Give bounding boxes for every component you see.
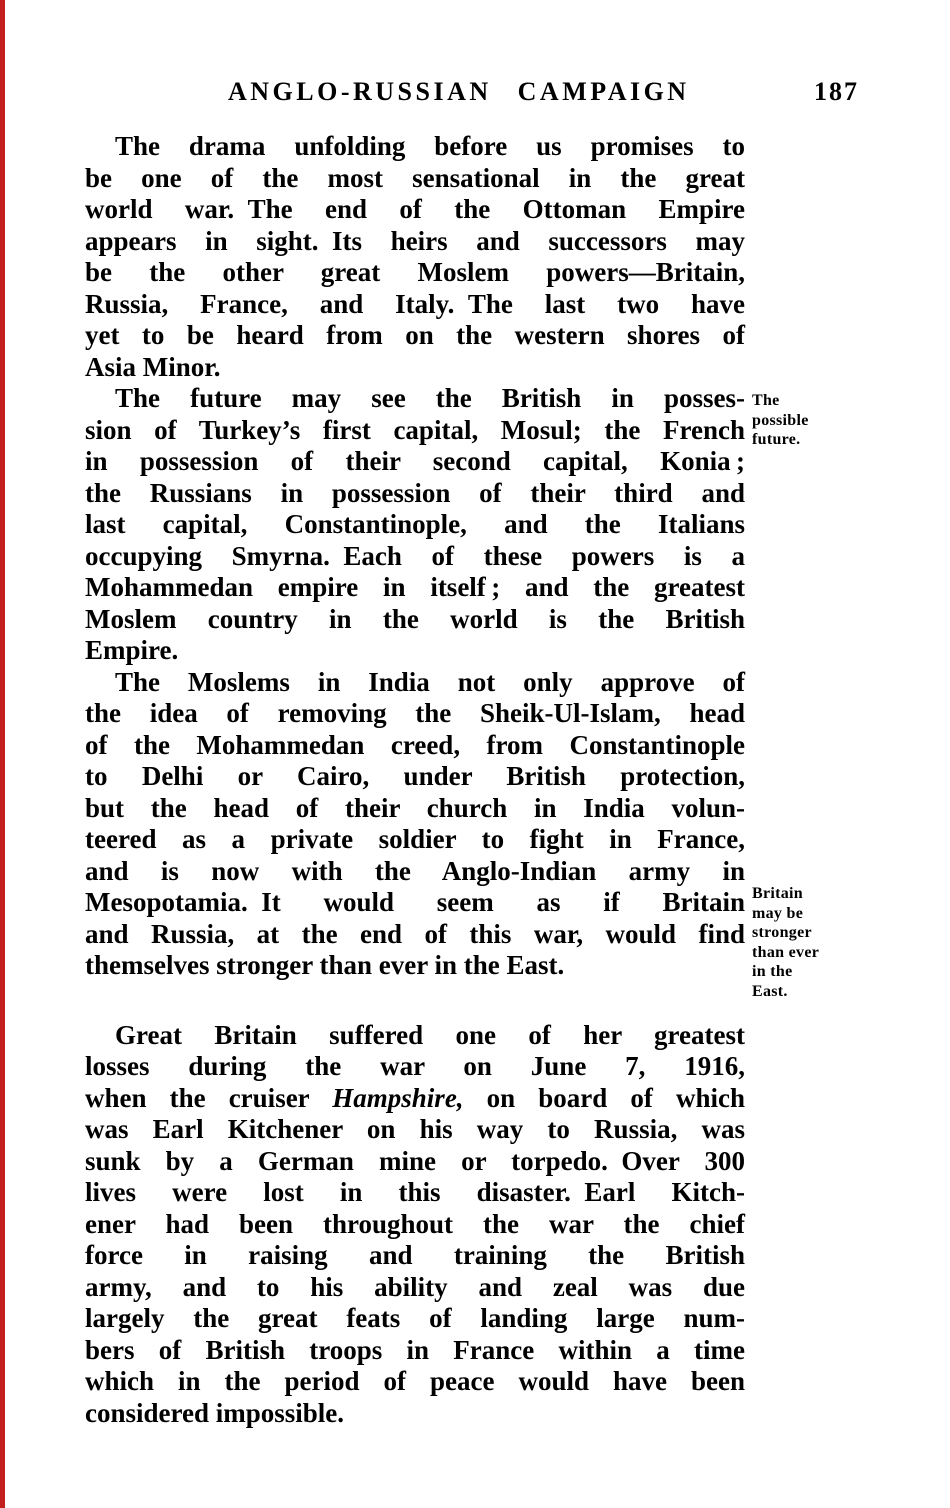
text-line: army, and to his ability and zeal was due bbox=[85, 1271, 745, 1302]
text-line: be the other great Moslem powers—Britain, bbox=[85, 257, 745, 287]
text-line: Asia Minor. bbox=[85, 351, 221, 382]
text-line bbox=[85, 1083, 745, 1115]
text-run: on board of which bbox=[463, 1082, 745, 1113]
text-line: force in raising and training the British bbox=[85, 1240, 745, 1270]
text-line: largely the great feats of landing large num- bbox=[85, 1303, 745, 1333]
margin-note-line: in the bbox=[752, 963, 793, 980]
margin-note-line: stronger bbox=[752, 924, 812, 941]
text-run: when the cruiser bbox=[85, 1082, 333, 1113]
margin-note-possible-future bbox=[752, 391, 872, 450]
margin-note-britain-stronger bbox=[752, 884, 872, 1001]
text-line: which in the period of peace would have been bbox=[85, 1366, 745, 1396]
text-line: The Moslems in India not only approve of bbox=[115, 666, 745, 697]
paragraph bbox=[85, 131, 745, 383]
text-line: losses during the war on June 7, 1916, bbox=[85, 1051, 745, 1081]
text-line: yet to be heard from on the western shores of bbox=[85, 320, 745, 350]
page-number: 187 bbox=[814, 77, 859, 106]
text-line: the Russians in possession of their third and bbox=[85, 477, 745, 508]
text-line: Empire. bbox=[85, 635, 179, 665]
text-line: in possession of their second capital, Konia ; bbox=[85, 446, 745, 476]
paragraph bbox=[85, 667, 745, 982]
text-line: bers of British troops in France within a time bbox=[85, 1334, 745, 1365]
margin-note-line: Britain bbox=[752, 885, 803, 902]
text-line: Mesopotamia. It would seem as if Britain bbox=[85, 887, 745, 917]
text-line: to Delhi or Cairo, under British protection, bbox=[85, 761, 745, 791]
margin-note-line: may be bbox=[752, 904, 804, 922]
text-line: the idea of removing the Sheik-Ul-Islam, head bbox=[85, 698, 745, 728]
margin-note-line: possible bbox=[752, 411, 809, 429]
text-line: but the head of their church in India volun- bbox=[85, 792, 745, 823]
text-line: Mohammedan empire in itself ; and the greatest bbox=[85, 572, 745, 602]
text-line: Moslem country in the world is the British bbox=[85, 603, 745, 634]
text-line: was Earl Kitchener on his way to Russia, was bbox=[85, 1114, 745, 1144]
page-header-title: ANGLO-RUSSIAN CAMPAIGN bbox=[228, 77, 690, 106]
text-line: The drama unfolding before us promises to bbox=[115, 131, 745, 161]
text-line: lives were lost in this disaster. Earl Kitch- bbox=[85, 1177, 745, 1207]
paragraph bbox=[85, 383, 745, 667]
text-line: and is now with the Anglo-Indian army in bbox=[85, 855, 745, 886]
text-line: teered as a private soldier to fight in France, bbox=[85, 824, 745, 854]
text-line: and Russia, at the end of this war, would find bbox=[85, 918, 745, 949]
margin-note-line: The bbox=[752, 392, 780, 409]
scan-edge-line bbox=[0, 0, 5, 1508]
text-line: considered impossible. bbox=[85, 1397, 345, 1428]
italic-text: Hampshire, bbox=[332, 1082, 464, 1113]
text-line: last capital, Constantinople, and the Italians bbox=[85, 509, 745, 539]
text-line: themselves stronger than ever in the East. bbox=[85, 950, 565, 980]
margin-note-line: East. bbox=[752, 982, 788, 1000]
text-line: sunk by a German mine or torpedo. Over 300 bbox=[85, 1145, 745, 1176]
text-line: Great Britain suffered one of her greatest bbox=[115, 1019, 745, 1050]
text-line: sion of Turkey’s first capital, Mosul; the French bbox=[85, 414, 745, 445]
paragraph bbox=[85, 1020, 745, 1430]
text-line: be one of the most sensational in the great bbox=[85, 162, 745, 193]
text-line: of the Mohammedan creed, from Constantinople bbox=[85, 729, 745, 760]
text-line: The future may see the British in posses- bbox=[115, 383, 745, 413]
text-line: world war. The end of the Ottoman Empire bbox=[85, 194, 745, 224]
text-line: ener had been throughout the war the chief bbox=[85, 1208, 745, 1239]
text-line: appears in sight. Its heirs and successors may bbox=[85, 225, 745, 256]
margin-note-line: than ever bbox=[752, 943, 820, 961]
margin-note-line: future. bbox=[752, 431, 801, 448]
text-line: Russia, France, and Italy. The last two have bbox=[85, 288, 745, 319]
body-text bbox=[85, 131, 745, 1429]
text-line: occupying Smyrna. Each of these powers is a bbox=[85, 540, 745, 571]
